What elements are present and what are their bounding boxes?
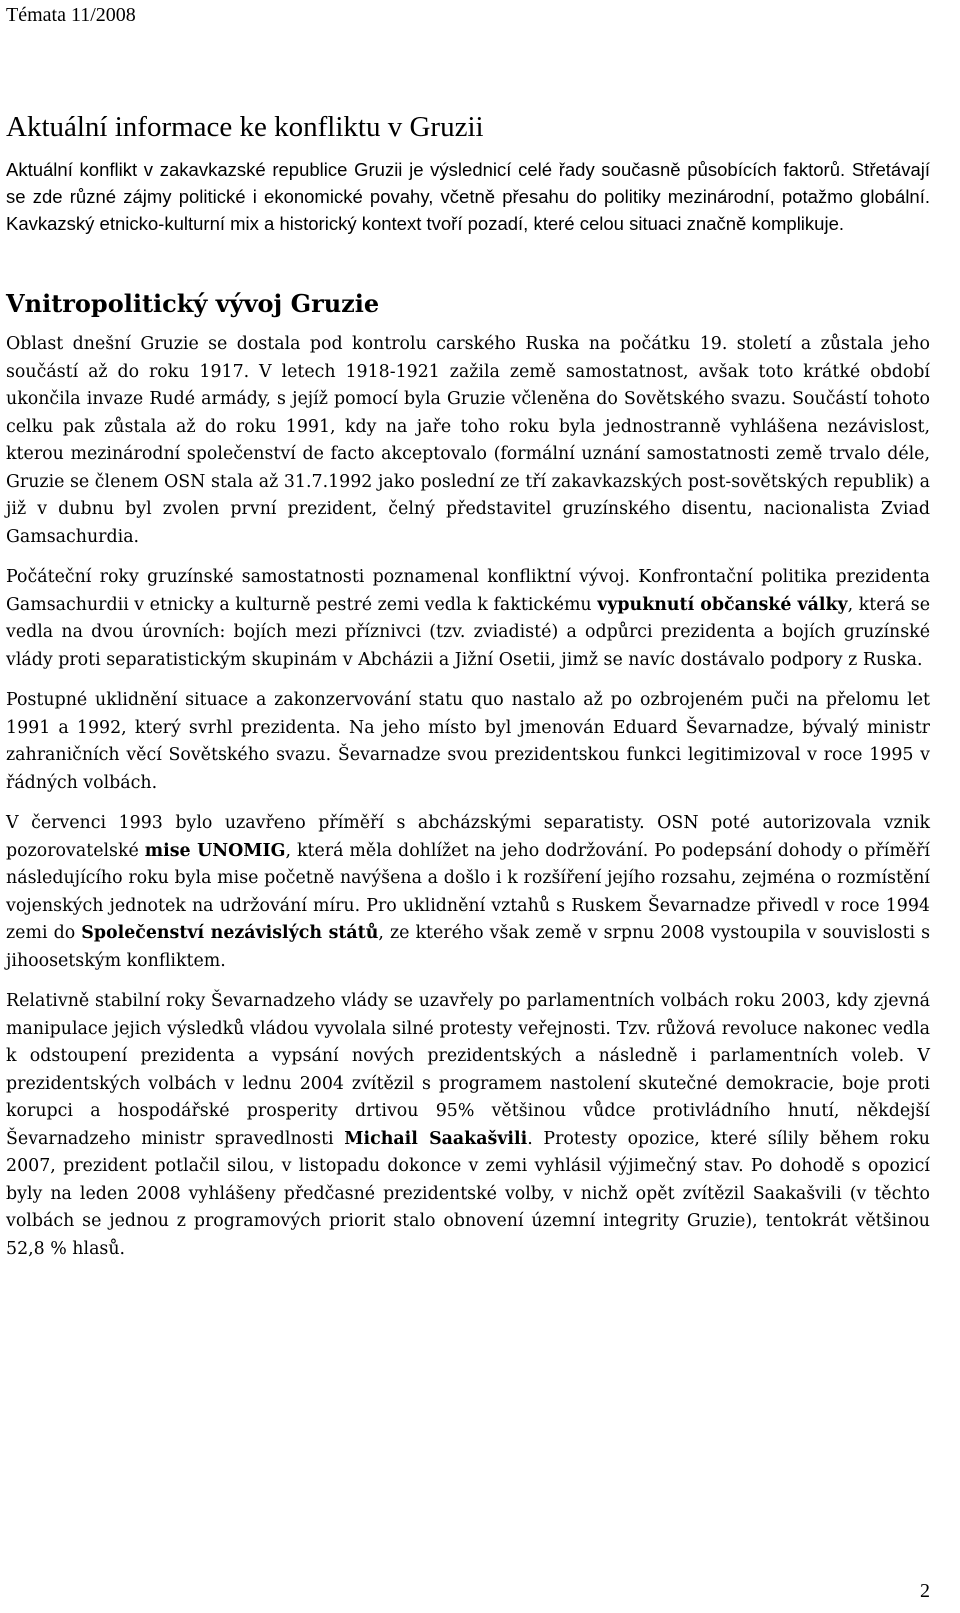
- intro-paragraph: Aktuální konflikt v zakavkazské republice Gruzii je výslednicí celé řady současně působících faktorů. Střetávají se zde různé zájmy politické i ekonomické povahy, včetně přesahu do politiky mezinárodní, potažmo globální. Kavkazský etnicko-kulturní mix a historický kontext tvoří pozadí, které celou situaci značně komplikuje.: [6, 159, 930, 234]
- text-run: . Protesty opozice, které sílily během roku 2007, prezident potlačil silou, v listopadu dokonce v zemi vyhlásil výjimečný stav. Po dohodě s opozicí byly na leden 2008 vyhlášeny předčasné prezidentské volby, v nichž opět zvítězil Saakašvili (v těchto volbách se jednou z programových priorit stalo obnovení územní integrity Gruzie), tentokrát většinou 52,8 % hlasů.: [6, 1128, 930, 1259]
- bold-text: Společenství nezávislých států: [81, 923, 379, 943]
- body-paragraph: [6, 564, 930, 674]
- page-title: Aktuální informace ke konfliktu v Gruzii: [6, 111, 484, 143]
- bold-text: vypuknutí občanské války: [597, 594, 848, 615]
- bold-text: mise UNOMIG: [144, 840, 286, 861]
- body-paragraph: [6, 988, 930, 1263]
- text-run: Oblast dnešní Gruzie se dostala pod kontrolu carského Ruska na počátku 19. století a zůstala jeho součástí až do roku 1917. V letech 1918-1921 zažila země samostatnost, avšak toto krátké období ukončila invaze Rudé armády, s jejíž pomocí byla Gruzie včleněna do Sovětského svazu. Součástí tohoto celku pak zůstala až do roku 1991, kdy na jaře toho roku byla jednostranně vyhlášena nezávislost, kterou mezinárodní společenství de facto akceptovalo (formální uznání samostatnosti země trvalo déle, Gruzie se členem OSN stala až 31.7.1992 jako poslední ze tří zakavkazských post-sovětských republik) a již v dubnu byl zvolen první prezident, čelný představitel gruzínského disentu, nacionalista Zviad Gamsachurdia.: [6, 334, 930, 547]
- text-run: , ze kterého však země v srpnu 2008 vystoupila v souvislosti s jihoosetským konfliktem.: [6, 923, 931, 971]
- article: [6, 110, 930, 1276]
- body-paragraph: [6, 687, 930, 797]
- body-paragraph: [6, 810, 930, 975]
- text-run: , která měla dohlížet na jeho dodržování. Po podepsání dohody o příměří následujícího roku byla mise početně navýšena a došlo i k rozšíření jejího rozsahu, zejména o rozmístění vojenských jednotek na udržování míru. Pro uklidnění vztahů s Ruskem Ševarnadze přivedl v roce 1994 zemi do: [6, 840, 930, 943]
- body-paragraph: [6, 331, 930, 551]
- section-body: [6, 331, 930, 1263]
- page-number: 2: [920, 1580, 930, 1602]
- page-header: Témata 11/2008: [6, 4, 136, 26]
- bold-text: Michail Saakašvili: [344, 1128, 528, 1149]
- text-run: Postupné uklidnění situace a zakonzervování statu quo nastalo až po ozbrojeném puči na přelomu let 1991 a 1992, který svrhl prezidenta. Na jeho místo byl jmenován Eduard Ševarnadze, bývalý ministr zahraničních věcí Sovětského svazu. Ševarnadze svou prezidentskou funkci legitimizoval v roce 1995 v řádných volbách.: [6, 690, 930, 793]
- text-run: V červenci 1993 bylo uzavřeno příměří s abcházskými separatisty. OSN poté autorizovala vznik pozorovatelské: [6, 813, 930, 861]
- text-run: Relativně stabilní roky Ševarnadzeho vlády se uzavřely po parlamentních volbách roku 2003, kdy zjevná manipulace jejich výsledků vládou vyvolala silné protesty veřejnosti. Tzv. růžová revoluce nakonec vedla k odstoupení prezidenta a vypsání nových prezidentských a následně i parlamentních voleb. V prezidentských volbách v lednu 2004 zvítězil s programem nastolení skutečné demokracie, boje proti korupci a hospodářské prosperity drtivou 95% většinou vůdce protivládního hnutí, někdejší Ševarnadzeho ministr spravedlnosti: [6, 991, 930, 1149]
- text-run: , která se vedla na dvou úrovních: bojích mezi příznivci (tzv. zviadisté) a odpůrci prezidenta a bojích gruzínské vlády proti separatistickým skupinám v Abcházii a Jižní Osetii, jimž se navíc dostávalo podpory z Ruska.: [6, 594, 930, 670]
- section-heading: Vnitropolitický vývoj Gruzie: [6, 289, 380, 318]
- text-run: Počáteční roky gruzínské samostatnosti poznamenal konfliktní vývoj. Konfrontační politika prezidenta Gamsachurdii v etnicky a kulturně pestré zemi vedla k faktickému: [6, 567, 930, 615]
